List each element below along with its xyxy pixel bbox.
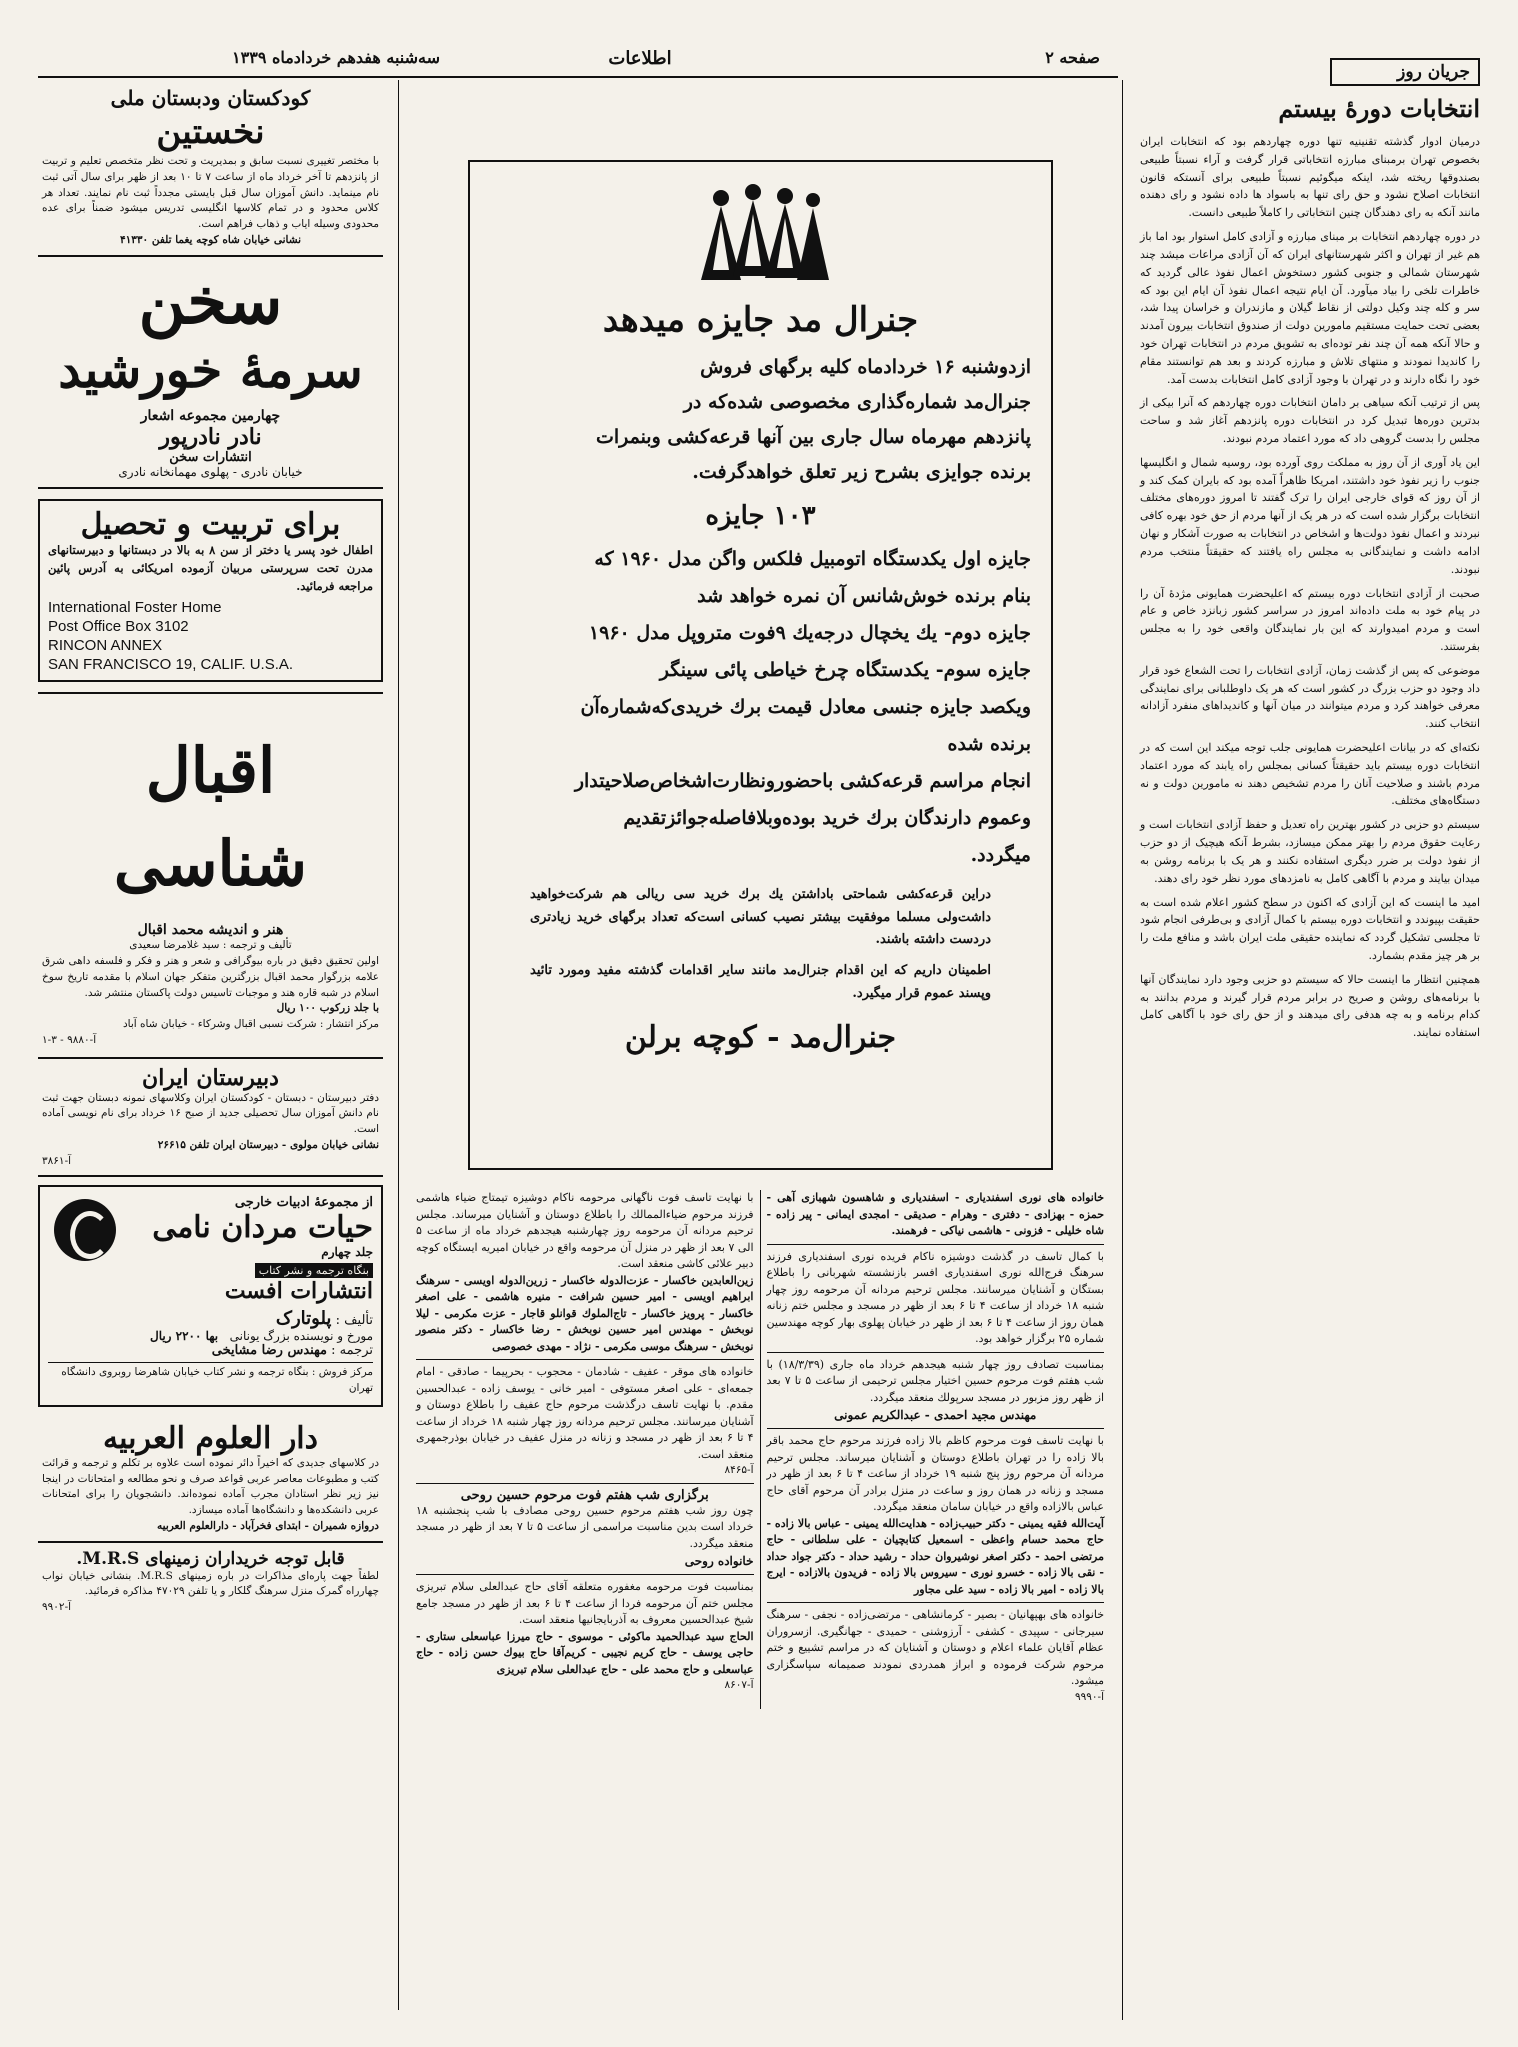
column-paragraph: سیستم دو حزبی در کشور بهترین راه تعدیل و حفظ آزادی انتخابات است و رعایت حقوق مردم را بهتر ممکن میسازد، بشرط آنکه هیچیک از دو حزب از نفوذ دولت بر ضرر دیگری استفاده نکنند و هر یک با برنامه روشن به میدان بیایند و مردم با آگاهی کامل به نامزدهای مورد نظر خود رای دهند.: [1140, 818, 1480, 885]
translator-label: ترجمه :: [331, 1343, 373, 1359]
book-price: بها ۲۲۰۰ ریال: [149, 1329, 219, 1344]
column-paragraph: در دوره چهاردهم انتخابات بر مبنای مبارزه و آزادی کامل استوار بود اما باز هم غیر از تهران و اکثر شهرستانهای ایران که آن آزادی مراعات میشد چند شهرستان شمالی و جنوبی کشور دستخوش اعمال نفوذ عالی گردید که خاطرات تلخی را بیاد میآورد. آن ایام نتیجه اعمال نفوذ آن ایام این بود که سر و کله چند وکیل دولتی از نقاط گیلان و مازندران و خراسان پیدا شد، بعضی تحت حمایت مستقیم مامورین دولت از صندوق انتخابات بیرون آمدند و حالا آنکه همه آن چند نفر توده‌ای به تشویق مردم در انتخابات تهران خود را کاندیدا نمودند و منتهای تلاش و مبارزه کردند و بعد هم توانستند مقام خود را نگاه دارند و در تهران با وجود آزادی کامل انتخابات بدست آمد.: [1140, 230, 1480, 386]
ad-code: آ-۳۸۶۱: [42, 1154, 72, 1167]
book-price: با جلد زرکوب ۱۰۰ ریال: [276, 1002, 379, 1015]
mrs-ad: [38, 1543, 383, 1622]
obituary: خانواده های نوری اسفندیاری - اسفندیاری و شاهسون شهبازی آهی - حمزه - بهزادی - دفتری - وهرام - صدیقی - امجدی ایمانی - پیر زاده - شاه خلیلی - فزونی - هاشمی نیاکی - فرهمند.: [767, 1190, 1105, 1245]
obituary: با کمال تاسف در گذشت دوشیزه ناکام فریده نوری اسفندیاری فرزند سرهنگ فرج‌الله نوری اسفندیاری افسر بازنشسته شهربانی را باطلاع بستگان و آشنایان میرسانند. مجلس ترحیم مردانه آن مرحومه روز چهار شنبه ۱۸ خرداد از ساعت ۴ تا ۶ بعد از ظهر در مسجد و مجلس ختم زنانه همان روز از ساعت ۴ تا ۶ بعد از ظهر در خیابان پهلوی بهار کوچه مهندسین شماره ۲۵ برگزار خواهد بود.: [767, 1245, 1105, 1353]
ad-note: دراین قرعه‌کشی شماحتی باداشتن یك برك خرید سی ریالی هم شرکت‌خواهید داشت‌ولی مسلما موفقیت بیشتر نصیب کسانی است‌که تعداد برگهای خرید زیادتری دردست داشته باشند.: [530, 886, 991, 948]
book-volume: جلد چهارم: [321, 1245, 373, 1260]
editorial-column: [1140, 58, 1480, 1048]
ad-footer: جنرال‌مد - کوچه برلن: [624, 1019, 897, 1055]
obituary-title: برگزاری شب هفتم فوت مرحوم حسین روحی: [460, 1487, 709, 1503]
ad-line: جنرال‌مد شماره‌گذاری مخصوصی شده‌که در: [683, 391, 1031, 414]
column-body: [1140, 133, 1480, 1042]
issue-date: سه‌شنبه هفدهم خردادماه ۱۳۳۹: [232, 48, 440, 67]
foster-ad: [38, 499, 383, 682]
ad-note: اطمینان داریم که این اقدام جنرال‌مد مانند سایر اقدامات گذشته مفید ومورد تائید وپسند عموم قرار میگیرد.: [530, 963, 991, 1001]
column-divider: [1122, 80, 1123, 2020]
iqbal-ad: [38, 692, 383, 1058]
author-line: [48, 1308, 373, 1329]
ad-address: نشانی خیابان مولوی - دبیرستان ایران تلفن ۲۶۶۱۵: [157, 1138, 379, 1151]
prize-line: جایزه دوم- یك یخچال درجه‌یك ۹فوت متروپل مدل ۱۹۶۰: [588, 621, 1031, 644]
obituary: [416, 1575, 754, 1698]
author-line: [48, 1329, 373, 1343]
page-number: صفحه ۲: [1045, 48, 1100, 67]
obituaries-col-left: [410, 1190, 760, 1709]
ad-address: مرکز انتشار : شرکت نسبی اقبال وشرکاء - خیابان شاه آباد: [122, 1018, 379, 1031]
author-desc: مورخ و نویسنده بزرگ یونانی: [229, 1329, 373, 1344]
book-title: حیات مردان نامی: [152, 1210, 373, 1246]
publisher-tag: بنگاه ترجمه و نشر کتاب: [255, 1263, 373, 1278]
ad-title: دار العلوم العربیه: [102, 1420, 318, 1456]
ad-address: نشانی خیابان شاه کوچه یغما تلفن ۴۱۳۳۰: [120, 233, 301, 246]
obituary-code: آ-۹۹۹۰: [1074, 1690, 1104, 1703]
plutarch-ad: [38, 1185, 383, 1407]
translator-line: [48, 1343, 373, 1358]
prize-line: بنام برنده خوش‌شانس آن نمره خواهد شد: [697, 584, 1031, 607]
address-line: SAN FRANCISCO 19, CALIF. U.S.A.: [48, 655, 294, 673]
ad-title: دبیرستان ایران: [142, 1064, 279, 1091]
prize-count: ۱۰۳ جایزه: [705, 500, 816, 531]
obituary: [416, 1360, 754, 1484]
figures-logo-icon: [691, 180, 831, 290]
general-mode-ad: [468, 160, 1053, 1170]
sokhan-logo: سخن: [138, 263, 283, 339]
foster-address: [48, 599, 373, 674]
ad-line: برنده جوایزی بشرح زیر تعلق خواهدگرفت.: [692, 461, 1031, 484]
obituary-body: خانواده های بهپهانیان - بصیر - کرمانشاهی - مرتضی‌زاده - نجفی - سرهنگ سیرجانی - سپیدی - کشفی - آرزوشنی - حمیدی - جهانگیری. ازسروران عظام آقایان علماء اعلام و دوستان و آشنایان که در مراسم تشییع و ختم مرحوم شرکت فرموده و ابراز همدردی نمودند صمیمانه سپاسگزاری میشود.: [766, 1608, 1104, 1687]
ad-line: پانزدهم مهرماه سال جاری بین آنها قرعه‌کشی وبنمرات: [595, 426, 1031, 449]
translator-name: مهندس رضا مشایخی: [211, 1343, 328, 1359]
ad-intro: [490, 350, 1031, 491]
ad-body: لطفاً جهت پاره‌ای مذاکرات در باره زمینهای M.R.S. بنشانی خیابان نواب چهارراه گمرک منزل سرهنگ گلکار و یا تلفن ۴۷۰۲۹ مذاکره فرمائید.: [42, 1569, 379, 1598]
ad-body: دفتر دبیرستان - دبستان - کودکستان ایران وکلاسهای نمونه دبستان جهت ثبت نام دانش آموزان سال تحصیلی جدید از صبح ۱۶ خرداد برای نام نویسی آماده است.: [42, 1091, 379, 1136]
obituaries-divider: [760, 1190, 761, 1709]
ad-address: خیابان نادری - پهلوی مهمانخانه نادری: [118, 464, 303, 479]
address-line: International Foster Home: [48, 599, 222, 617]
prize-line: وعموم دارندگان برك خرید بوده‌وبلافاصله‌جوائزتقدیم: [623, 806, 1031, 829]
obituary: [416, 1190, 754, 1360]
column-paragraph: همچنین انتظار ما اینست حالا که سیستم دو حزبی وجود دارد نمایندگان آنها با برنامه‌های روشن و صریح در برابر مردم قرار گیرند و مردم بدانند به کدام برنامه و به چه هدفی رای میدهند و از حق رای خود با آگاهی کامل استفاده نمایند.: [1140, 972, 1480, 1040]
obituary-signature: زین‌العابدین خاکسار - عزت‌الدوله خاکسار - زرین‌الدوله اویسی - سرهنگ ابراهیم اویسی - امیر حسین شرافت - منیره هاشمی - علی اصغر خاکسار - پرویز خاکسار - تاج‌الملوك قوانلو قاجار - عزت مکرمی - لیلا نوبخش - مهندس امیر حسین نوبخش - رضا خاکسار - دکتر منصور نوبخش - سرهنگ موسی مکرمی - نژاد - مهدی خصوصی: [416, 1273, 754, 1353]
book-publisher: انتشارات سخن: [169, 449, 252, 465]
header-rule: [38, 76, 1118, 78]
obituary-code: آ-۸۶۰۷: [724, 1679, 754, 1692]
obituaries-section: [410, 1190, 1110, 1709]
obituary-signature: آیت‌الله فقیه یمینی - دکتر حبیب‌زاده - هدایت‌الله یمینی - عباس بالا زاده - حاج محمد حسام واعظی - اسمعیل کتابچیان - علی سلطانی - حاج مرتضی احمد - دکتر اصغر نوشیروان حداد - رشید حداد - دکتر جواد حداد - نقی بالا زاده - خسرو نوری - سیروس بالا زاده - فریدون بالازاده - ایرج بالا زاده - امیر بالا زاده - سید علی مجاور: [766, 1516, 1104, 1596]
obituary-signature: الحاج سید عبدالحمید ماکوئی - موسوی - حاج میرزا عباسعلی ستاری - حاجی یوسف - حاج کریم نجیبی - کریم‌آقا حاج بیوك حسن زاده - حاج عباسعلی و حاج محمد علی - حاج عبدالعلی سلام تبریزی: [416, 1629, 754, 1676]
obituary-code: آ-۸۴۶۵: [724, 1464, 754, 1476]
ad-line: ازدوشنبه ۱۶ خردادماه کلیه برگهای فروش: [700, 356, 1031, 378]
obituary: [767, 1429, 1105, 1603]
author-label: تألیف :: [335, 1313, 373, 1329]
ads-divider: [398, 80, 399, 2010]
obituary-body: بمناسبت فوت مرحومه مغفوره متعلقه آقای حاج عبدالعلی سلام تبریزی مجلس ختم آن مرحومه فردا از ساعت ۴ تا ۶ بعد از ظهر در مسجد جامع شیخ عبدالحسین معروف به آذربایجانیها منعقد است.: [416, 1580, 754, 1627]
ad-title: برای تربیت و تحصیل: [80, 506, 341, 542]
column-tag: جریان روز: [1330, 58, 1480, 86]
ad-code: آ-۹۹۰۲: [42, 1601, 72, 1614]
prize-line: جایزه اول یکدستگاه اتومبیل فلکس واگن مدل ۱۹۶۰ که: [594, 547, 1031, 570]
darolulum-ad: [38, 1415, 383, 1543]
column-paragraph: امید ما اینست که این آزادی که اکنون در سطح کشور اعلام شده است به حقیقت بپیوندد و انتخابات دوره بیستم با کمال آزادی و بی‌طرفی انجام شود تا مجلسی تشکیل گردد که نماینده حقیقی ملت ایران باشد و منافع ملت را بر هر چیز مقدم بشمارد.: [1140, 895, 1480, 962]
ad-address: مرکز فروش : بنگاه ترجمه و نشر کتاب خیابان شاهرضا روبروی دانشگاه تهران: [48, 1362, 373, 1397]
book-subtitle: چهارمین مجموعه اشعار: [140, 407, 281, 424]
book-title: اقبال شناسی: [113, 734, 308, 901]
ad-headline: جنرال مد جایزه میدهد: [602, 300, 919, 340]
imprint-name: انتشارات افست: [224, 1278, 373, 1305]
obituary-body: خانواده های موقر - عفیف - شادمان - محجوب - بحرپیما - صادقی - امام جمعه‌ای - علی اصغر مستوفی - امیر خانی - یوسف زاده - عبدالحسین مقدم. با نهایت تاسف درگذشت مرحوم حاج عفیف را باطلاع دوستان و آشنایان میرسانند. مجلس ترحیم مردانه روز چهار شنبه ۱۸ خرداد از ساعت ۴ تا ۶ بعد از ظهر در مسجد و زنانه در منزل عفیف در خیابان بوذرجمهری منعقد است.: [416, 1365, 754, 1461]
column-paragraph: نکته‌ای که در بیانات اعلیحضرت همایونی جلب توجه میکند این است که در انتخابات دوره بیستم باید حقیقتاً کسانی بمجلس راه یابند که مورد اعتماد مردم باشند و صلاحیت آنان را مردم تشخیص دهند نه مامورین دولت و نه دستگاه‌های مختلف.: [1140, 741, 1480, 808]
book-logo-icon: [54, 1199, 116, 1261]
ads-column: [38, 84, 383, 1622]
column-paragraph: این یاد آوری از آن روز به مملکت روی آورده بود، روسیه شمال و انگلیسها جنوب را زیر نفوذ خود داشتند، امریکا ظاهراً آمده بود که بایران کمک کند و از آن روز که قوای خارجی ایران را ترک گفتند تا امروز دوره‌های مختلف انتخابات برگزار شده است که در هر یک از آنها مردم از حق خود بهره کافی نبردند و اعمال نفوذ دولت‌ها و اشخاص در انتخابات به صورت آشکار و نهان ادامه داشت و نمایندگانی به مجلس راه یافتند که حقیقتاً منتخب مردم نبودند.: [1140, 455, 1480, 576]
prize-line: ویکصد جایزه جنسی معادل قیمت برك خریدی‌كه‌شماره‌آن: [580, 695, 1031, 718]
ad-title: کودکستان ودبستان ملی: [110, 86, 311, 110]
obituaries-col-right: [761, 1190, 1111, 1709]
prize-line: جایزه سوم- یکدستگاه چرخ خیاطی پائی سینگر: [659, 658, 1031, 681]
ad-title-large: نخستین: [156, 112, 265, 152]
ad-body: با مختصر تغییری نسبت سابق و بمدیریت و تحت نظر متخصص تعلیم و تربیت از پانزدهم تا آخر خرداد ماه از ساعت ۷ تا ۱۰ بعد از ظهر برای سال آتی ثبت نام مینماید. دانش آموزان سال قبل بایستی مجدداً ثبت نام نمایند. تعداد هر کلاس محدود و در تمام کلاسها انگلیسی تدریس میشود ضمناً برای عده محدودی وسیله ایاب و ذهاب فراهم است.: [42, 155, 380, 230]
obituary-signature: خانواده روحی: [684, 1554, 754, 1569]
column-title: انتخابات دورهٔ بیستم: [1278, 94, 1480, 123]
ad-body: در کلاسهای جدیدی که اخیراً دائر نموده است علاوه بر تکلم و ترجمه و قرائت کتب و مطبوعات معاصر عربی قواعد صرف و نحو مطالعه و امتحانات در اینجا نیز زیر نظر استادان مجرب آماده نموده‌اند. دانشجویان را برای امتحانات عربی دانشکده‌ها و دانشگاه‌ها آماده میسازد.: [42, 1456, 379, 1517]
obituary-body: با نهایت تاسف فوت ناگهانی مرحومه ناکام دوشیزه تیمتاج ضیاء هاشمی فرزند مرحوم ضیاءالممالك را باطلاع دوستان و آشنایان میرساند. مجلس ترحیم مردانه آن مرحومه روز چهارشنبه هیجدهم خرداد ماه از ساعت ۵ الی ۷ بعد از ظهر در منزل آن مرحومه واقع در خیابان امیریه ایستگاه کوچه دبیر علائی کاشی منعقد است.: [416, 1191, 754, 1270]
column-paragraph: صحبت از آزادی انتخابات دوره بیستم که اعلیحضرت همایونی مژدهٔ آن را در پیام خود به ملت داده‌اند امروز در سراسر کشور زبانزد خاص و عام است و مردم امیدوارند که این بار نمایندگان واقعی خود را به مجلس بفرستند.: [1140, 586, 1480, 653]
obituary-signature: مهندس مجید احمدی - عبدالکریم عمونی: [834, 1408, 1037, 1422]
ad-code: آ-۹۸۸۰ - ۳-۱: [42, 1033, 97, 1046]
prize-line: انجام مراسم قرعه‌کشی باحضورونظارت‌اشخاص‌صلاحیتدار: [574, 769, 1031, 792]
obituary-body: چون روز شب هفتم مرحوم حسین روحی مصادف با شب پنجشنبه ۱۸ خرداد است بدین مناسبت مراسمی از ساعت ۵ تا ۷ بعد از ظهر در مسجد منعقد میگردد.: [416, 1503, 754, 1550]
book-subtitle: هنر و اندیشه محمد اقبال: [137, 922, 284, 939]
book-title: سرمهٔ خورشید: [58, 339, 363, 399]
obituary: [767, 1353, 1105, 1430]
book-author: نادر نادرپور: [159, 423, 262, 450]
dabirestan-ad: [38, 1059, 383, 1178]
prize-list: [490, 541, 1031, 874]
plutarch-text: [122, 1195, 373, 1304]
column-paragraph: موضوعی که پس از گذشت زمان، آزادی انتخابات را تحت الشعاع خود قرار داد وجود دو حزب بزرگ در کشور است که هر یک داوطلبانی برای نمایندگی معرفی خواهند کرد و مردم میتوانند در میان آنها و کاندیداهای منفرد آزادانه انتخاب کنند.: [1140, 663, 1480, 731]
prize-line: برنده شده: [947, 732, 1031, 755]
obituary-body: با نهایت تاسف فوت مرحوم کاظم بالا زاده فرزند مرحوم حاج محمد باقر بالا زاده را در تهران باطلاع دوستان و آشنایان میرساند. مجلس ترحیم مردانه آن مرحوم روز پنج شنبه ۱۹ خرداد از ساعت ۴ تا ۶ بعد از ظهر در مسجد و زنانه در همان روز و ساعت در منزل برادر آن مرحوم آقای حاج عباس بالازاده واقع در خیابان سامان منعقد میگردد.: [766, 1434, 1104, 1513]
ad-body: اولین تحقیق دقیق در باره بیوگرافی و شعر و هنر و فکر و فلسفه داهی شرق علامه بزرگوار محمد اقبال بزرگترین متفکر جهان اسلام با مقدمه تاریخ سوخ اسلام در شبه قاره هند و موجبات تاسیس دولت پاکستان منتشر شد.: [42, 955, 379, 999]
address-line: RINCON ANNEX: [48, 636, 163, 654]
obituary: [416, 1484, 754, 1576]
newspaper-name: اطلاعات: [608, 48, 672, 69]
obituary-body: بمناسبت تصادف روز چهار شنبه هیجدهم خرداد ماه جاری (۱۸/۳/۳۹) با شب هفتم فوت مرحوم حسین اختیار مجلس ترحیمی از ساعت ۵ تا ۷ بعد از ظهر روز مزبور در مسجد سرپولك منعقد میگردد.: [766, 1357, 1105, 1404]
address-line: Post Office Box 3102: [48, 618, 189, 636]
obituary: [767, 1603, 1105, 1709]
column-paragraph: پس از ترتیب آنکه سیاهی بر دامان انتخابات دوره چهاردهم که آنرا بیکی از بدترین دوره‌ها تبدیل کرد در انتخابات دوره پانزدهم آغاز شد و ساحت مجلس را بدست گروهی داد که مورد اعتماد مردم نبودند.: [1140, 396, 1480, 445]
ad-address: دروازه شمیران - ابتدای فخرآباد - دارالعلوم العربیه: [157, 1519, 379, 1532]
column-paragraph: درمیان ادوار گذشته تقنینیه تنها دوره چهاردهم بود که انتخابات ایران بخصوص تهران برمبنای مبارزه انتخاباتی قرار گرفت و آراء نسبتاً طبیعی بصندوقها ریخته شد، اینکه میگوئیم نسبتاً طبیعی برای آنستکه قانون انتخابات اصلاح نشود و حق رای تنها به باسواد ها داده نشود و رای دهنده مانند آنکه به رای دهندگان چنین انتخاباتی را کاملاً طبیعی دانست.: [1140, 135, 1480, 220]
kodakestan-ad: [38, 84, 383, 257]
series-name: از مجموعهٔ ادبیات خارجی: [234, 1195, 373, 1211]
ad-body: اطفال خود پسر یا دختر از سن ۸ به بالا در دبستانها و دبیرستانهای مدرن تحت سرپرستی مربیان آزموده امریکائی به آدرس پائین مراجعه فرمائید.: [48, 542, 373, 593]
logo-mark: [70, 1211, 110, 1259]
ad-title: قابل توجه خریداران زمینهای M.R.S.: [76, 1548, 345, 1569]
author-name: پلوتارک: [275, 1308, 332, 1330]
sokhan-ad: [38, 257, 383, 489]
book-translator: تألیف و ترجمه : سید غلامرضا سعیدی: [129, 939, 292, 952]
prize-line: میگردد.: [970, 843, 1031, 866]
